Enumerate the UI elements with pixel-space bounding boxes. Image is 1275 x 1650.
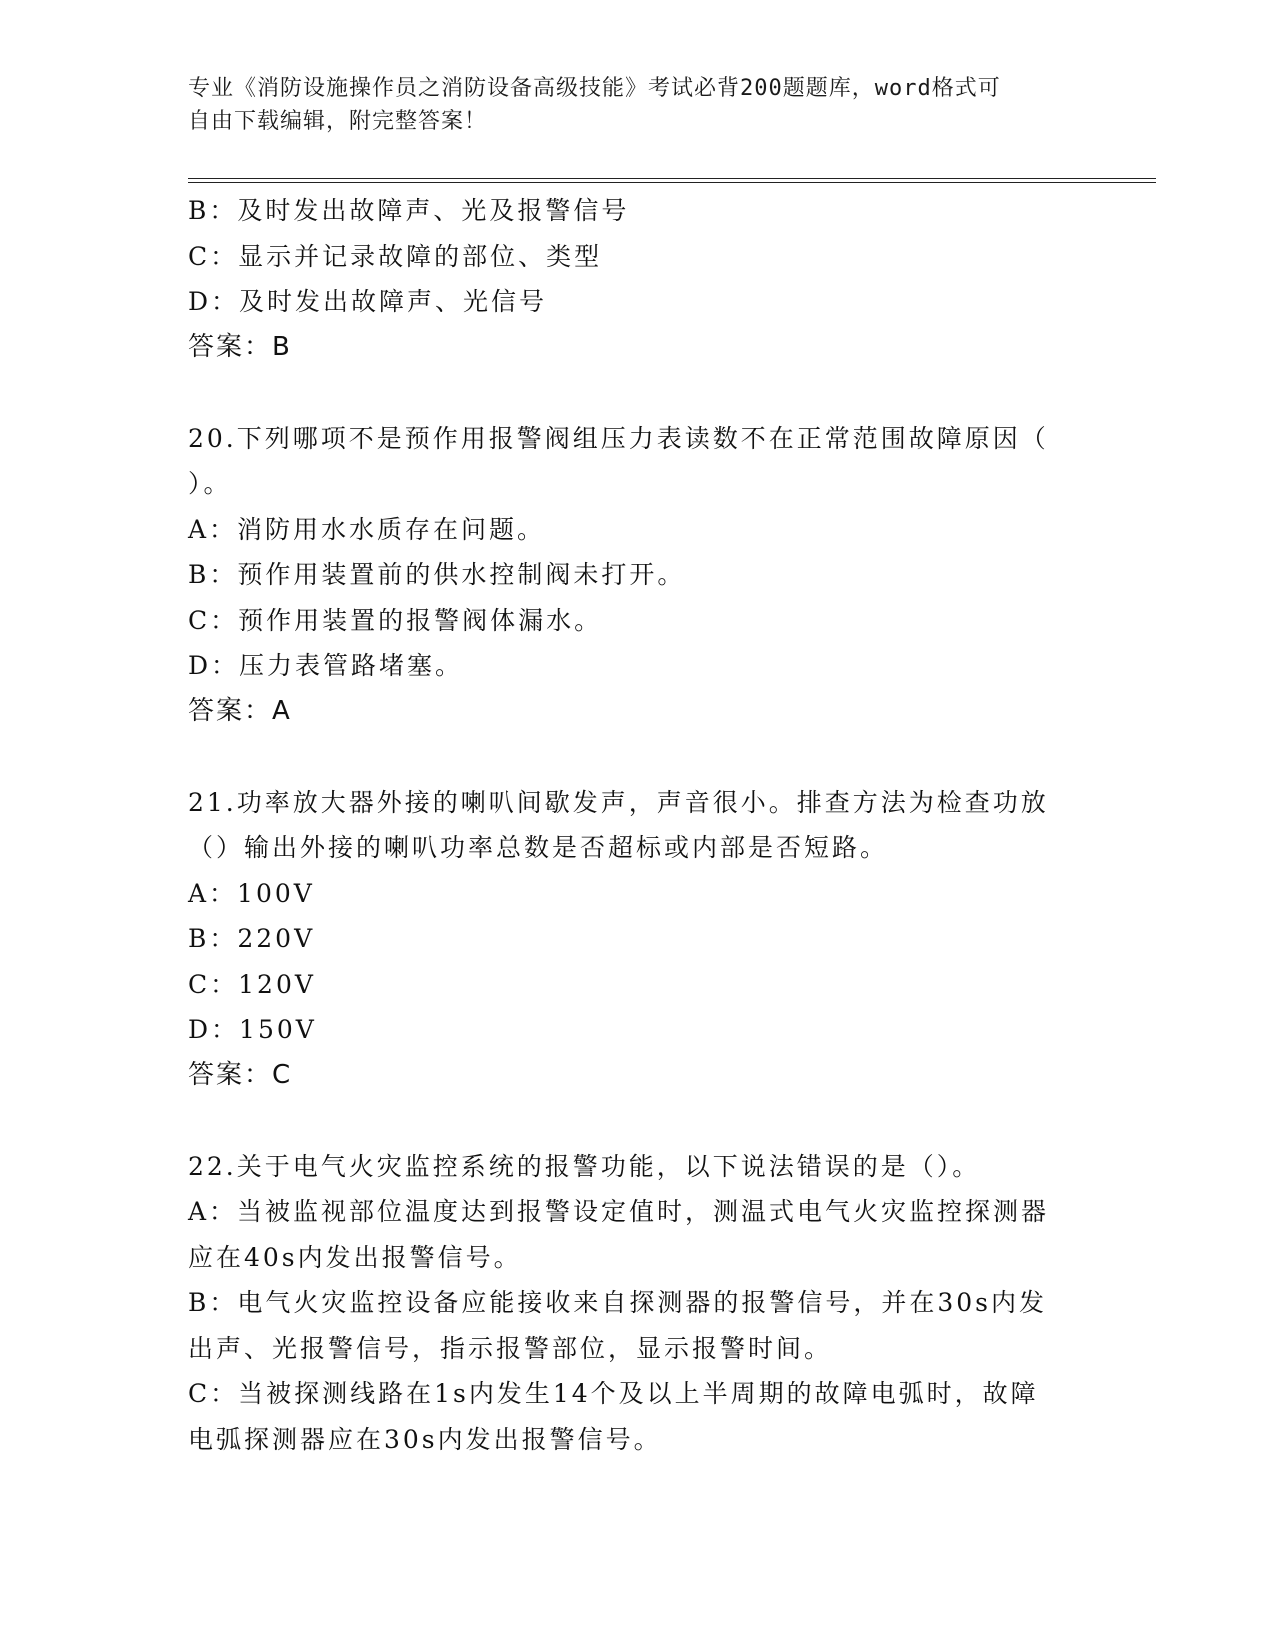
question-21 — [188, 780, 1088, 1099]
option-b: B：220V — [188, 924, 316, 953]
question-content — [188, 188, 1088, 1462]
page-header — [188, 72, 1068, 138]
option-b-line-1: B：电气火灾监控设备应能接收来自探测器的报警信号，并在30s内发 — [188, 1288, 1048, 1317]
option-c-line-2: 电弧探测器应在30s内发出报警信号。 — [188, 1424, 662, 1454]
question-20 — [188, 416, 1088, 735]
header-title-line-1: 专业《消防设施操作员之消防设备高级技能》考试必背200题题库，word格式可 — [188, 76, 1001, 101]
spacer — [188, 370, 1088, 416]
question-19-tail — [188, 188, 1088, 370]
option-c-line-1: C：当被探测线路在1s内发生14个及以上半周期的故障电弧时，故障 — [188, 1379, 1039, 1408]
question-stem-line-2: （）输出外接的喇叭功率总数是否超标或内部是否短路。 — [188, 833, 889, 862]
answer-line: 答案：B — [188, 331, 292, 362]
option-d: D：压力表管路堵塞。 — [188, 651, 464, 680]
option-a: A：100V — [188, 878, 315, 908]
question-stem-line-1: 21.功率放大器外接的喇叭间歇发声，声音很小。排查方法为检查功放 — [188, 787, 1049, 817]
question-stem-line-1: 20.下列哪项不是预作用报警阀组压力表读数不在正常范围故障原因（ — [188, 423, 1049, 453]
option-b: B：及时发出故障声、光及报警信号 — [188, 196, 630, 225]
option-b-line-2: 出声、光报警信号，指示报警部位，显示报警时间。 — [188, 1333, 833, 1363]
option-a: A：消防用水水质存在问题。 — [188, 514, 546, 544]
question-stem-line-2: ）。 — [188, 469, 232, 498]
option-b: B：预作用装置前的供水控制阀未打开。 — [188, 560, 686, 589]
option-a-line-2: 应在40s内发出报警信号。 — [188, 1242, 522, 1272]
option-c: C：120V — [188, 969, 316, 999]
spacer — [188, 1098, 1088, 1144]
question-22 — [188, 1144, 1088, 1463]
question-stem: 22.关于电气火灾监控系统的报警功能，以下说法错误的是（）。 — [188, 1151, 981, 1181]
option-a-line-1: A：当被监视部位温度达到报警设定值时，测温式电气火灾监控探测器 — [188, 1197, 1050, 1226]
option-c: C：显示并记录故障的部位、类型 — [188, 241, 603, 271]
option-c: C：预作用装置的报警阀体漏水。 — [188, 605, 603, 635]
header-divider — [188, 178, 1156, 183]
option-d: D：及时发出故障声、光信号 — [188, 287, 548, 316]
answer-line: 答案：A — [188, 695, 292, 726]
spacer — [188, 734, 1088, 780]
answer-line: 答案：C — [188, 1059, 293, 1090]
header-title-line-2: 自由下载编辑，附完整答案！ — [188, 109, 488, 134]
option-d: D：150V — [188, 1015, 317, 1044]
